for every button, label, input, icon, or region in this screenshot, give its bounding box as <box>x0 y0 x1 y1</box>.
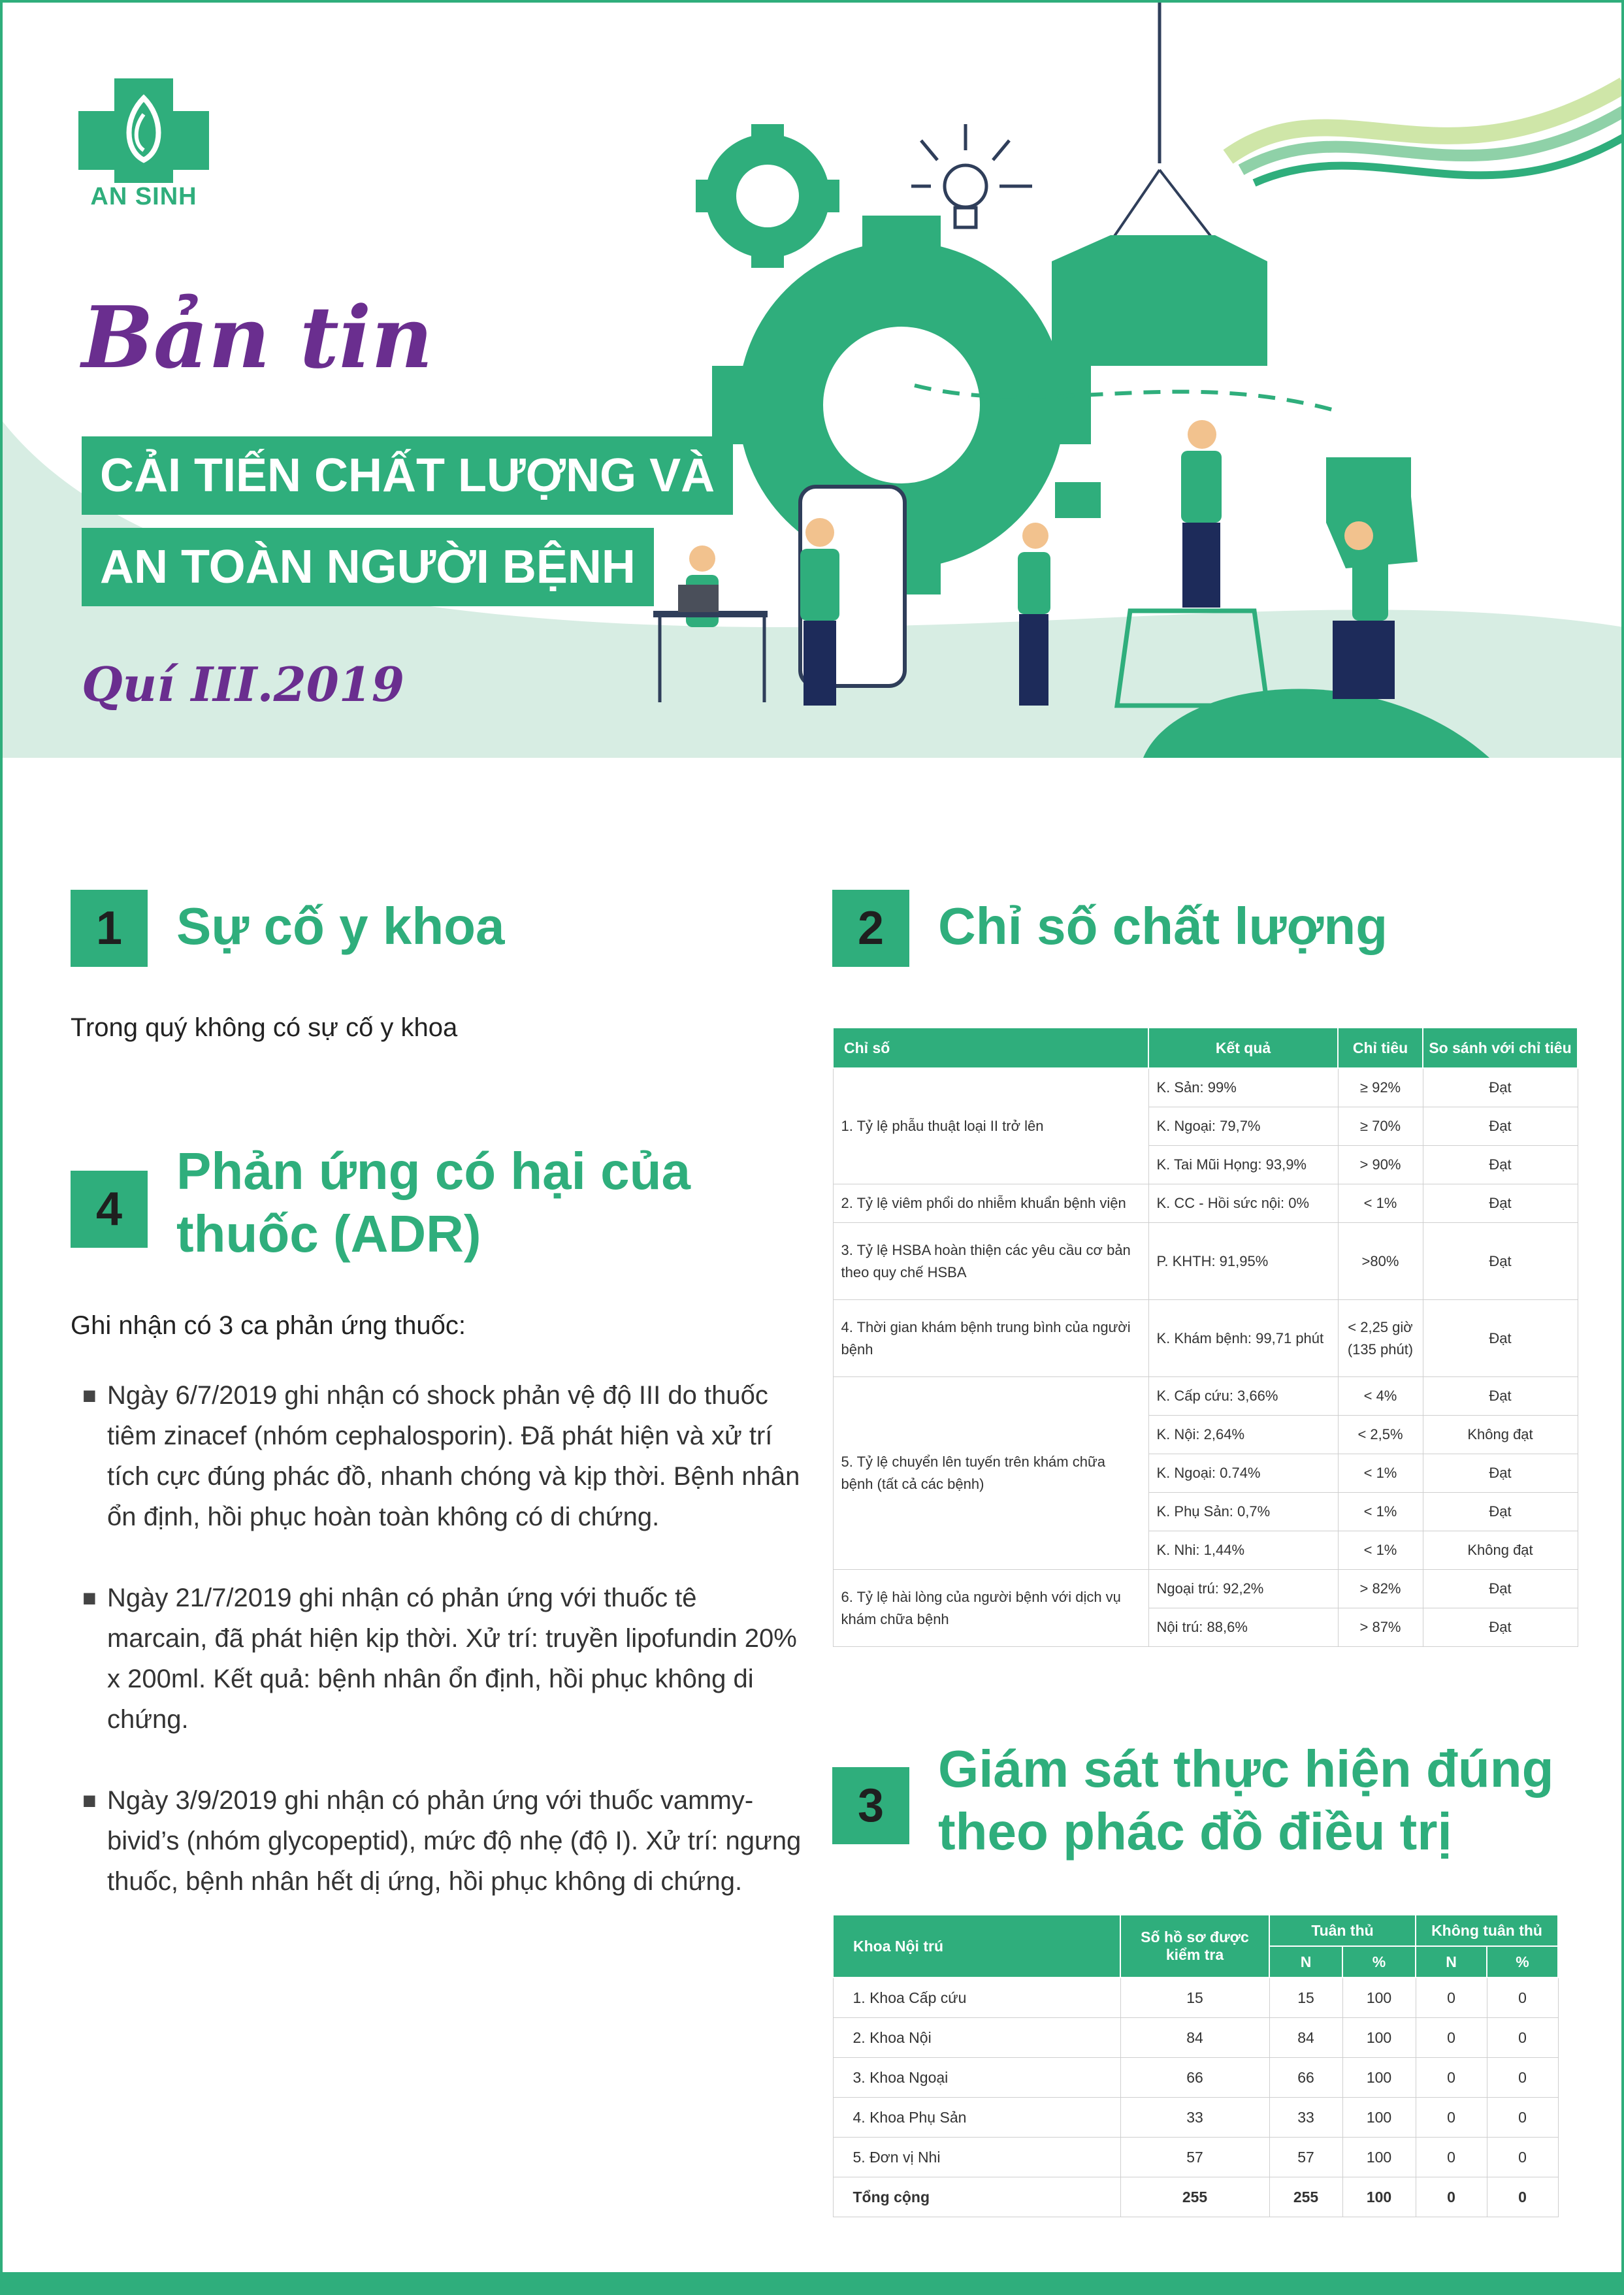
section-1-text: Trong quý không có sự cố y khoa <box>71 1013 458 1042</box>
noncomply-pct-cell: 0 <box>1487 2138 1558 2177</box>
dept-cell: 2. Khoa Nội <box>833 2018 1120 2058</box>
section-1-title: Sự cố y khoa <box>176 897 505 955</box>
records-cell: 15 <box>1120 1978 1269 2018</box>
col-header-target: Chỉ tiêu <box>1338 1028 1423 1068</box>
col-header-comply: Tuân thủ <box>1269 1915 1416 1946</box>
compare-cell: Đạt <box>1423 1146 1578 1184</box>
indicator-cell: 2. Tỷ lệ viêm phổi do nhiễm khuẩn bệnh viện <box>833 1184 1148 1223</box>
comply-pct-cell: 100 <box>1342 2138 1416 2177</box>
indicator-cell: 1. Tỷ lệ phẫu thuật loại II trở lên <box>833 1068 1148 1184</box>
section-3-number: 3 <box>832 1767 909 1844</box>
records-cell: 84 <box>1120 2018 1269 2058</box>
col-header-comply-pct: % <box>1342 1946 1416 1978</box>
comply-pct-cell: 100 <box>1342 2058 1416 2098</box>
result-cell: K. Ngoại: 79,7% <box>1148 1107 1338 1146</box>
noncomply-pct-cell: 0 <box>1487 2177 1558 2217</box>
adr-item-text: Ngày 3/9/2019 ghi nhận có phản ứng với thuốc vammy-bivid’s (nhóm glycopeptid), mức độ nhẹ (độ I). Xử trí: ngưng thuốc, bệnh nhân hết dị ứng, hồi phục không di chứng. <box>107 1786 802 1896</box>
title-line-1: CẢI TIẾN CHẤT LƯỢNG VÀ <box>82 436 733 515</box>
section-4-intro: Ghi nhận có 3 ca phản ứng thuốc: <box>71 1311 466 1340</box>
col-header-noncomply: Không tuân thủ <box>1416 1915 1558 1946</box>
compare-cell: Đạt <box>1423 1454 1578 1493</box>
section-1-number: 1 <box>71 890 148 967</box>
compare-cell: Đạt <box>1423 1184 1578 1223</box>
comply-n-cell: 255 <box>1269 2177 1342 2217</box>
section-3-title-line-2: theo phác đồ điều trị <box>938 1802 1452 1861</box>
col-header-compare: So sánh với chỉ tiêu <box>1423 1028 1578 1068</box>
noncomply-pct-cell: 0 <box>1487 2098 1558 2138</box>
section-4-title-line-1: Phản ứng có hại của <box>176 1142 690 1200</box>
col-header-noncomply-n: N <box>1416 1946 1487 1978</box>
bullet-icon: ■ <box>82 1584 97 1611</box>
target-cell: > 82% <box>1338 1570 1423 1608</box>
result-cell: K. Ngoại: 0.74% <box>1148 1454 1338 1493</box>
noncomply-n-cell: 0 <box>1416 1978 1487 2018</box>
target-cell: < 1% <box>1338 1184 1423 1223</box>
target-cell: < 1% <box>1338 1454 1423 1493</box>
col-header-comply-n: N <box>1269 1946 1342 1978</box>
result-cell: Ngoại trú: 92,2% <box>1148 1570 1338 1608</box>
compare-cell: Đạt <box>1423 1223 1578 1300</box>
target-cell: < 1% <box>1338 1531 1423 1570</box>
compare-cell: Đạt <box>1423 1300 1578 1377</box>
section-2-title: Chỉ số chất lượng <box>938 897 1388 955</box>
col-header-indicator: Chỉ số <box>833 1028 1148 1068</box>
col-header-records: Số hồ sơ được kiểm tra <box>1120 1915 1269 1978</box>
noncomply-n-cell: 0 <box>1416 2138 1487 2177</box>
result-cell: K. CC - Hồi sức nội: 0% <box>1148 1184 1338 1223</box>
section-2-number: 2 <box>832 890 909 967</box>
noncomply-pct-cell: 0 <box>1487 2018 1558 2058</box>
section-4-title-line-2: thuốc (ADR) <box>176 1205 481 1263</box>
indicator-cell: 3. Tỷ lệ HSBA hoàn thiện các yêu cầu cơ bản theo quy chế HSBA <box>833 1223 1148 1300</box>
col-header-noncomply-pct: % <box>1487 1946 1558 1978</box>
target-cell: < 2,5% <box>1338 1416 1423 1454</box>
compare-cell: Đạt <box>1423 1107 1578 1146</box>
target-cell: < 4% <box>1338 1377 1423 1416</box>
dept-cell: 3. Khoa Ngoại <box>833 2058 1120 2098</box>
result-cell: K. Nhi: 1,44% <box>1148 1531 1338 1570</box>
records-cell: 66 <box>1120 2058 1269 2098</box>
section-3-title-line-1: Giám sát thực hiện đúng <box>938 1740 1554 1798</box>
comply-pct-cell: 100 <box>1342 2177 1416 2217</box>
compare-cell: Đạt <box>1423 1493 1578 1531</box>
compare-cell: Đạt <box>1423 1068 1578 1107</box>
dept-cell: Tổng cộng <box>833 2177 1120 2217</box>
newsletter-script-title: Bản tin <box>82 287 433 387</box>
dept-cell: 4. Khoa Phụ Sản <box>833 2098 1120 2138</box>
result-cell: Nội trú: 88,6% <box>1148 1608 1338 1647</box>
result-cell: K. Sản: 99% <box>1148 1068 1338 1107</box>
adr-item-text: Ngày 6/7/2019 ghi nhận có shock phản vệ độ III do thuốc tiêm zinacef (nhóm cephalosporin). Đã phát hiện và xử trí tích cực đúng phác đồ, nhanh chóng và kịp thời. Bệnh nhân ổn định, hồi phục hoàn toàn không có di chứng. <box>107 1381 800 1531</box>
dept-cell: 1. Khoa Cấp cứu <box>833 1978 1120 2018</box>
target-cell: > 90% <box>1338 1146 1423 1184</box>
section-4-number: 4 <box>71 1171 148 1248</box>
compare-cell: Đạt <box>1423 1570 1578 1608</box>
compare-cell: Không đạt <box>1423 1416 1578 1454</box>
quarter-label: Quí III.2019 <box>82 657 404 712</box>
title-line-2: AN TOÀN NGƯỜI BỆNH <box>82 528 654 606</box>
comply-n-cell: 57 <box>1269 2138 1342 2177</box>
comply-n-cell: 33 <box>1269 2098 1342 2138</box>
noncomply-n-cell: 0 <box>1416 2018 1487 2058</box>
result-cell: K. Nội: 2,64% <box>1148 1416 1338 1454</box>
dept-cell: 5. Đơn vị Nhi <box>833 2138 1120 2177</box>
result-cell: K. Cấp cứu: 3,66% <box>1148 1377 1338 1416</box>
compare-cell: Không đạt <box>1423 1531 1578 1570</box>
target-cell: < 2,25 giờ (135 phút) <box>1338 1300 1423 1377</box>
bullet-icon: ■ <box>82 1382 97 1408</box>
comply-pct-cell: 100 <box>1342 1978 1416 2018</box>
indicator-cell: 5. Tỷ lệ chuyển lên tuyến trên khám chữa bệnh (tất cả các bệnh) <box>833 1377 1148 1570</box>
comply-n-cell: 15 <box>1269 1978 1342 2018</box>
footer-bar <box>0 2272 1624 2295</box>
comply-n-cell: 66 <box>1269 2058 1342 2098</box>
result-cell: K. Khám bệnh: 99,71 phút <box>1148 1300 1338 1377</box>
noncomply-pct-cell: 0 <box>1487 2058 1558 2098</box>
noncomply-n-cell: 0 <box>1416 2177 1487 2217</box>
records-cell: 57 <box>1120 2138 1269 2177</box>
bullet-icon: ■ <box>82 1787 97 1814</box>
target-cell: < 1% <box>1338 1493 1423 1531</box>
comply-n-cell: 84 <box>1269 2018 1342 2058</box>
target-cell: > 87% <box>1338 1608 1423 1647</box>
target-cell: >80% <box>1338 1223 1423 1300</box>
target-cell: ≥ 92% <box>1338 1068 1423 1107</box>
noncomply-n-cell: 0 <box>1416 2098 1487 2138</box>
comply-pct-cell: 100 <box>1342 2018 1416 2058</box>
records-cell: 255 <box>1120 2177 1269 2217</box>
indicator-cell: 6. Tỷ lệ hài lòng của người bệnh với dịch vụ khám chữa bệnh <box>833 1570 1148 1647</box>
result-cell: K. Phụ Sản: 0,7% <box>1148 1493 1338 1531</box>
records-cell: 33 <box>1120 2098 1269 2138</box>
adr-item-text: Ngày 21/7/2019 ghi nhận có phản ứng với thuốc tê marcain, đã phát hiện kịp thời. Xử trí: truyền lipofundin 20% x 200ml. Kết quả: bệnh nhân ổn định, hồi phục không di chứng. <box>107 1584 797 1734</box>
comply-pct-cell: 100 <box>1342 2098 1416 2138</box>
col-header-result: Kết quả <box>1148 1028 1338 1068</box>
result-cell: P. KHTH: 91,95% <box>1148 1223 1338 1300</box>
noncomply-pct-cell: 0 <box>1487 1978 1558 2018</box>
indicator-cell: 4. Thời gian khám bệnh trung bình của người bệnh <box>833 1300 1148 1377</box>
noncomply-n-cell: 0 <box>1416 2058 1487 2098</box>
logo-text: AN SINH <box>90 183 197 210</box>
compare-cell: Đạt <box>1423 1377 1578 1416</box>
target-cell: ≥ 70% <box>1338 1107 1423 1146</box>
result-cell: K. Tai Mũi Họng: 93,9% <box>1148 1146 1338 1184</box>
compare-cell: Đạt <box>1423 1608 1578 1647</box>
col-header-dept: Khoa Nội trú <box>833 1915 1120 1978</box>
